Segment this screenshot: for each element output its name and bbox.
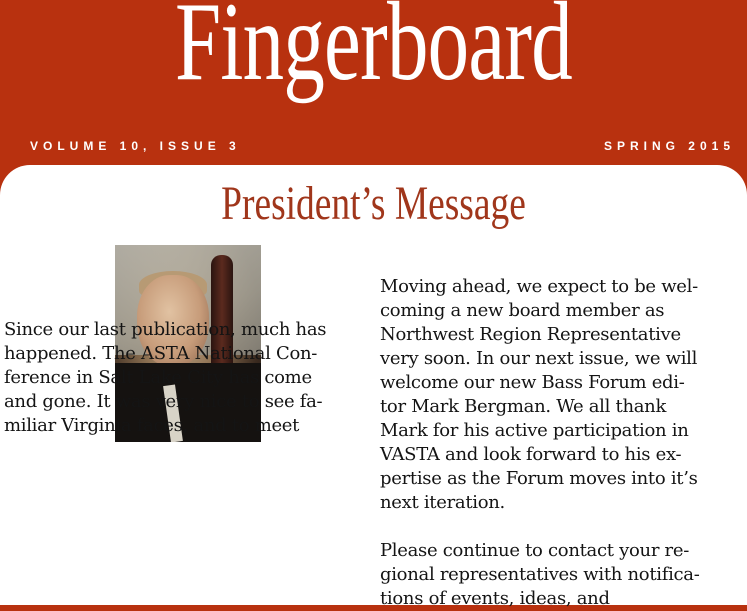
right-paragraph-2 xyxy=(380,539,742,611)
text-line: Northwest Region Representative xyxy=(380,324,681,345)
text-line: and gone. It was very nice to see fa- xyxy=(4,391,323,412)
text-line: Moving ahead, we expect to be wel- xyxy=(380,276,698,297)
season-label: SPRING 2015 xyxy=(603,139,735,153)
text-line: Mark for his active participation in xyxy=(380,420,689,441)
text-line: pertise as the Forum moves into it’s xyxy=(380,468,698,489)
text-line: miliar Virginia faces, and to meet xyxy=(4,415,300,436)
text-line: welcome our new Bass Forum edi- xyxy=(380,372,685,393)
text-line: coming a new board member as xyxy=(380,300,665,321)
right-paragraph-1 xyxy=(380,275,742,515)
text-line: tions of events, ideas, and xyxy=(380,588,610,609)
text-line: happened. The ASTA National Con- xyxy=(4,343,318,364)
text-line: gional representatives with notifica- xyxy=(380,564,700,585)
masthead-title: Fingerboard xyxy=(175,0,572,104)
right-column-text xyxy=(380,275,742,611)
text-line: tor Mark Bergman. We all thank xyxy=(380,396,667,417)
left-paragraph xyxy=(4,318,362,438)
text-line: Please continue to contact your re- xyxy=(380,540,689,561)
article-headline: President’s Message xyxy=(221,177,526,230)
text-line: next iteration. xyxy=(380,492,505,513)
left-column-text xyxy=(4,318,362,438)
volume-issue-label: VOLUME 10, ISSUE 3 xyxy=(30,139,241,153)
text-line: Since our last publication, much has xyxy=(4,319,327,340)
text-line: VASTA and look forward to his ex- xyxy=(380,444,682,465)
text-line: very soon. In our next issue, we will xyxy=(380,348,698,369)
text-line: ference in Salt Lake City has come xyxy=(4,367,312,388)
